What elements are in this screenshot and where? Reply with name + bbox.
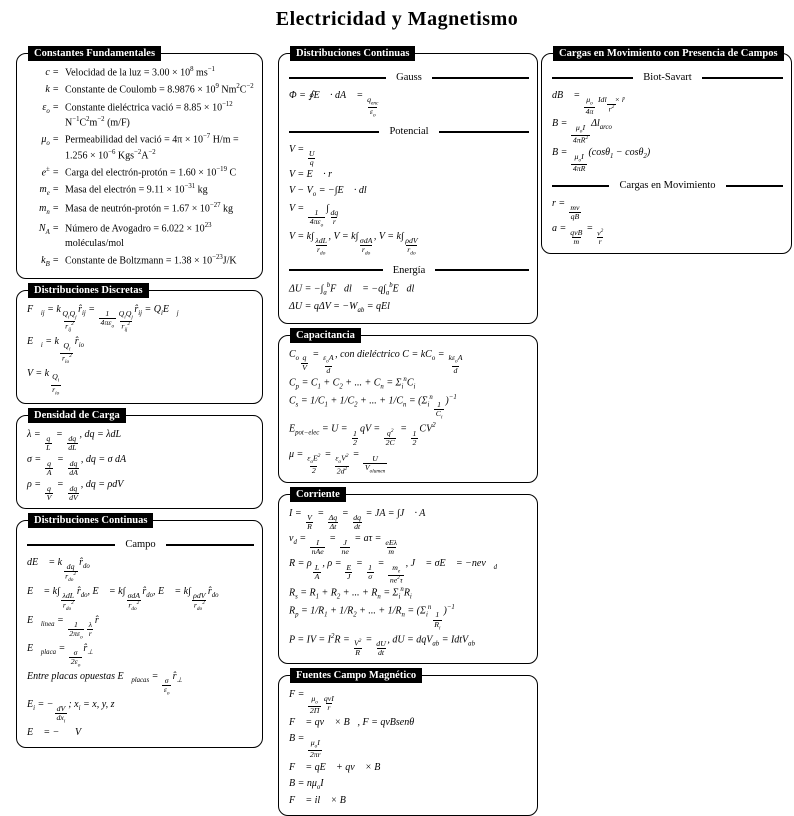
constant-row	[27, 253, 254, 270]
page-title: Electricidad y Magnetismo	[275, 8, 519, 30]
section-capacitancia	[278, 329, 538, 483]
constant-row	[27, 82, 254, 97]
section-title-continuas-campo: Distribuciones Continuas	[28, 513, 153, 528]
formula: V = E⃗ · r⃗	[289, 169, 340, 181]
formula: Entre placas opuestas $E⃗_{placas}$ = $\frac{\sigma}{\varepsilon_o}$ $r̂_\perp$	[27, 671, 183, 697]
constant-description: Constante de Boltzmann = $1.38 \times 10^{-23}J/K$	[65, 254, 237, 267]
formula: $B = n\mu_oI$	[289, 777, 324, 791]
constant-description: Carga del electrón-protón = $1.60 \times 10^{-19}$ C	[65, 165, 237, 179]
formula: $\Delta U = -\int_a^bF⃗dl⃗$ = $-q\int_a^bE⃗dl⃗$	[289, 281, 423, 296]
formula: $E⃗_{placa}$ = $\frac{\sigma}{2\varepsilon_o}$ $r̂_\perp$	[27, 642, 94, 669]
constant-description: Número de Avogadro = $6.022 \times 10^{23}$ moléculas/mol	[65, 221, 212, 249]
formula: $E⃗_{linea}$ = 1 $2\pi\varepsilon_o$ $\frac{\lambda}{r}$ r̂	[27, 614, 99, 641]
formula: P = IV = $I^2R$ = $\frac{V^2}{R}$ = $\frac{dU}{dt}$ , dU = dqV$_{ab}$ = IdtV$_{ab}$	[289, 632, 475, 658]
formula: $v_d$ = I nAe = $\frac{J}{ne}$ = aτ = eEλ m	[289, 532, 398, 557]
formula: $E_i$ = − dV $dx_i$ ; $x_i = x$, y, z	[27, 699, 115, 725]
section-title-discretas: Distribuciones Discretas	[28, 283, 149, 298]
rule-line	[702, 77, 783, 79]
middle-column	[278, 48, 538, 816]
formula: B = $\mu_oI$ $4\pi R^2$ $\Delta l_{arco}$	[552, 118, 612, 145]
constant-symbol: $m_e$ =	[39, 184, 59, 198]
rule-line	[27, 544, 115, 546]
formula: a = qvB m = $\frac{v^2}{r}$	[552, 223, 604, 247]
section-title-capacitancia: Capacitancia	[290, 328, 361, 343]
subsection-label: Cargas en Movimiento	[619, 180, 716, 192]
constant-description: Velocidad de la luz = $3.00 \times 10^8$ $ms^{-1}$	[65, 66, 215, 79]
formula: V = 1 $4\pi\varepsilon_o$ ∫ $\frac{dq}{r}$	[289, 203, 339, 229]
rule-line	[289, 269, 383, 271]
constant-symbol: $\varepsilon_o$ =	[42, 101, 59, 115]
constant-symbol: k =	[45, 84, 59, 96]
formula: E⃗ = k∫ λdL $r_{do}^2$ $r̂_{do}$, E⃗ = k∫ σdA $r_{do}^2$ $r̂_{do}$, E⃗ = k∫ ρdV $r_{do}^2$ $r̂_{do}$	[27, 586, 219, 613]
constant-symbol: c =	[45, 67, 59, 78]
subsection-campo	[27, 539, 254, 550]
constant-symbol: e± =	[41, 165, 59, 179]
subsection-label: Campo	[125, 539, 156, 551]
subsection-energia	[289, 265, 529, 276]
subsection-cargas-en-movimiento	[552, 180, 783, 191]
formula: E⃗ = −∇⃗V	[27, 727, 82, 739]
constant-description: Masa del electrón = $9.11 \times 10^{-31}$ kg	[65, 183, 208, 196]
formula: R = ρ $\frac{L}{A}$ , ρ = $\frac{E}{J}$ = $\frac{1}{\sigma}$ = $\frac{m_e}{ne^2\tau}$ , J⃗ = σE⃗ = $-nev⃗_d$	[289, 558, 497, 585]
formula: B = $\mu_oI$ 4πR (cosθ$_1$ − cosθ$_2$)	[552, 146, 651, 173]
formula: Φ = ∮E⃗ · dA⃗ = $q_{enc}$ $\varepsilon_o$	[289, 90, 379, 119]
section-title-continuas: Distribuciones Continuas	[290, 46, 415, 61]
formula: $E_{pot-elec} = U$ = $\frac{1}{2}$ qV = $\frac{q^2}{2C}$ = $\frac{1}{2}$ $CV^2$	[289, 422, 436, 447]
rule-line	[432, 77, 529, 79]
constant-description: Permeabilidad del vació = $4\pi \times 10^{-7}$ $H/m = 1.256 \times 10^{-6}$ $Kgs^{-2}A^{-2}$	[65, 133, 239, 161]
section-distribuciones-continuas-campo	[16, 515, 263, 748]
section-cargas-en-movimiento	[541, 48, 792, 254]
formula: $C_p = C_1 + C_2$ + ... + $C_n = \Sigma_i^nC_i$	[289, 375, 416, 391]
formula: $C_s = 1/C_1 + 1/C_2$ + ... + $1/C_n = (\Sigma_i^n$ $\frac{1}{C_i}$ )$^{-1}$	[289, 393, 457, 421]
formula: F⃗ = qv⃗ × B⃗, F = qvBsenθ	[289, 717, 415, 729]
section-title-densidad: Densidad de Carga	[28, 408, 126, 423]
rule-line	[435, 269, 529, 271]
formula: $E⃗_i = k$ $Q_i$ $r_{io}^2$ $r̂_{io}$	[27, 335, 84, 365]
constant-symbol: $N_A$ =	[38, 222, 59, 236]
subsection-gauss	[289, 72, 529, 83]
constant-row	[27, 182, 254, 199]
formula: V = k $Q_i$ $r_{io}$	[27, 367, 60, 397]
section-distribuciones-continuas	[278, 48, 538, 324]
formula: σ = $\frac{q}{A}$ = $\frac{dq}{dA}$ , dq = σ dA	[27, 453, 127, 477]
constant-description: Constante dieléctrica vació = $8.85 \times 10^{-12}$ $N^{-1}C^2m^{-2}$ (m/F)	[65, 100, 233, 129]
section-title-fuentes: Fuentes Campo Magnético	[290, 668, 422, 683]
formula: $C_o$ $\frac{q}{V}$ = $\varepsilon_oA$ d , con dieléctrico $C = kC_o$ = $k\varepsilon_oA$ d	[289, 348, 463, 375]
formula: $R_p = 1/R_1 + 1/R_2$ + ... + $1/R_n = (\Sigma_i^n$ $\frac{1}{R_i}$ )$^{-1}$	[289, 604, 455, 632]
formula: $R_s = R_1 + R_2$ + ... + $R_n = \Sigma_i^nR_i$	[289, 585, 412, 601]
formula: μ = $\varepsilon_oE^2$ 2 = $\varepsilon_oV^2$ $2d^2$ = U $V_{olumen}$	[289, 448, 386, 476]
subsection-label: Potencial	[389, 126, 429, 138]
constant-row	[27, 100, 254, 131]
constant-symbol: $k_B$ =	[41, 255, 59, 268]
constant-row	[27, 221, 254, 251]
formula: r = $\frac{mv}{qB}$	[552, 198, 580, 222]
formula: $V - V_o$ = −∫E⃗ · dl⃗	[289, 185, 375, 199]
section-fuentes-campo-magnetico	[278, 670, 538, 816]
formula: $F⃗_{ij} = k$ $Q_iQ_j$ $r_{ij}^2$ $r̂_{ij}$ = 1 $4\pi\varepsilon_o$ $Q_iQ_j$ $r_{ij}^2$ $r̂_{ij}$ = $Q_iE⃗_j$	[27, 304, 179, 334]
subsection-label: Gauss	[396, 72, 422, 83]
formula: dB⃗ = $\frac{\mu_o}{4\pi}$ Idl⃗ × r̂ $r^2$	[552, 90, 625, 116]
rule-line	[289, 131, 379, 133]
constant-description: Masa de neutrón-protón = $1.67 \times 10^{-27}$ kg	[65, 202, 234, 215]
subsection-label: Biot-Savart	[643, 72, 692, 83]
rule-line	[289, 77, 386, 79]
rule-line	[439, 131, 529, 133]
left-column	[16, 48, 263, 748]
formula: F = $\frac{\mu_o}{2\Pi}$ qvI r	[289, 689, 334, 716]
constant-description: Constante de Coulomb = $8.9876 \times 10^9$ $Nm^2C^{-2}$	[65, 83, 254, 96]
rule-line	[166, 544, 254, 546]
section-title-corriente: Corriente	[290, 487, 346, 502]
constant-row	[27, 65, 254, 80]
formula: ρ = $\frac{q}{V}$ = $\frac{dq}{dV}$ , dq = ρdV	[27, 479, 124, 503]
section-title-constantes: Constantes Fundamentales	[28, 46, 161, 61]
section-distribuciones-discretas	[16, 285, 263, 403]
formula: F⃗ = qE⃗ + qv⃗ × B⃗	[289, 761, 389, 773]
constant-row	[27, 201, 254, 218]
formula: V = $\frac{U}{q}$	[289, 144, 315, 168]
rule-line	[552, 185, 609, 187]
rule-line	[726, 185, 783, 187]
subsection-label: Energía	[392, 264, 426, 276]
rule-line	[552, 77, 633, 79]
constant-symbol: $\mu_o$ =	[41, 134, 59, 148]
formula: V = k∫ λdL $r_{do}$ , V = k∫ σdA $r_{do}$ , V = k∫ ρdV $r_{do}$	[289, 231, 418, 257]
section-title-cargas: Cargas en Movimiento con Presencia de Campos	[553, 46, 784, 61]
section-densidad-de-carga	[16, 409, 263, 510]
section-constantes-fundamentales	[16, 48, 263, 279]
right-column	[541, 48, 792, 254]
constant-row	[27, 165, 254, 180]
subsection-biot-savart	[552, 72, 783, 83]
formula: dE⃗ = k dq $r_{do}^2$ $r̂_{do}$	[27, 557, 90, 584]
constant-row	[27, 132, 254, 163]
formula: I = $\frac{V}{R}$ = $\frac{\Delta q}{\Delta t}$ = $\frac{dq}{dt}$ = JA = ∫J⃗ · A⃗	[289, 507, 434, 531]
formula: $\Delta U = q\Delta V = -W_{ab}$ = qEl	[289, 300, 390, 314]
formula: B = $\mu_oI$ 2πr	[289, 733, 321, 760]
constant-symbol: $m_n$ =	[39, 203, 59, 217]
section-corriente	[278, 488, 538, 664]
formula: λ = $\frac{q}{L}$ = $\frac{dq}{dL}$ , dq = λdL	[27, 428, 122, 452]
formula: F⃗ = il⃗ × B⃗	[289, 795, 354, 807]
subsection-potencial	[289, 126, 529, 137]
